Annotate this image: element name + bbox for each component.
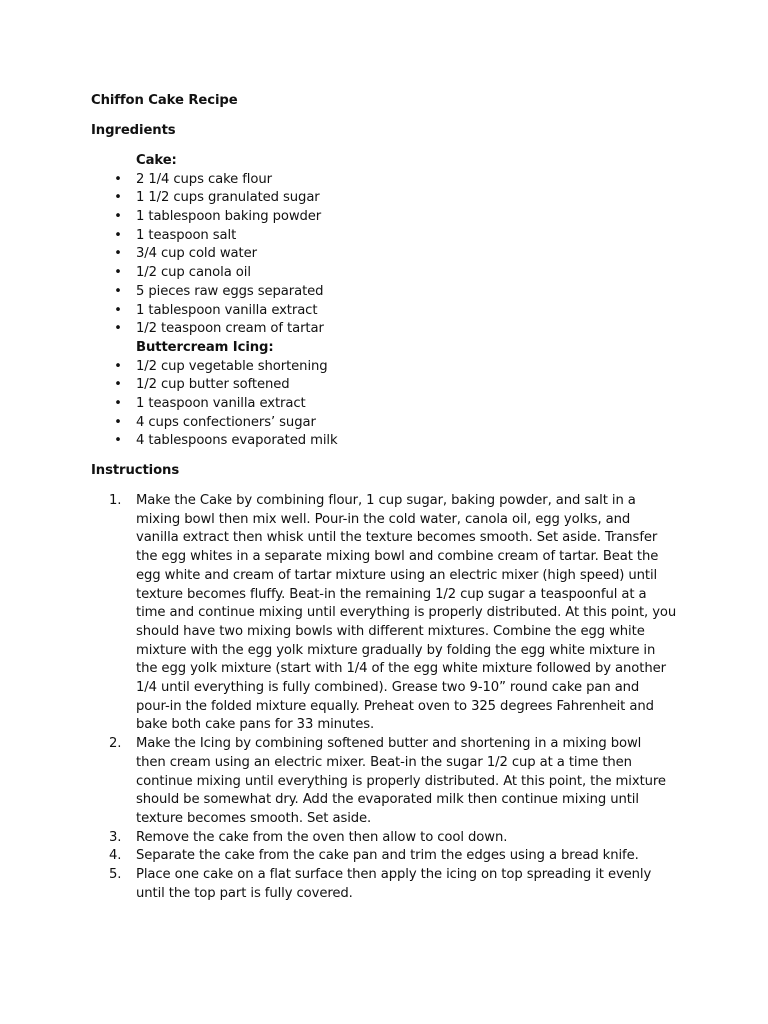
step-text-line: pour-in the folded mixture equally. Preheat oven to 325 degrees Fahrenheit and [136, 698, 654, 714]
step-number: 3. [109, 829, 122, 845]
document-body [91, 92, 691, 903]
cake-ingredient-list [91, 171, 691, 339]
cake-ingredient-item [91, 320, 691, 339]
cake-ingredient-item [91, 283, 691, 302]
instruction-step [91, 847, 691, 866]
step-text-line: continue mixing until everything is properly distributed. At this point, the mixture [136, 773, 666, 789]
icing-ingredient-item [91, 358, 691, 377]
step-number: 2. [109, 736, 122, 752]
icing-ingredient-item [91, 432, 691, 451]
step-text-line: Make the Cake by combining flour, 1 cup sugar, baking powder, and salt in a [136, 493, 636, 508]
cake-ingredient-item [91, 245, 691, 264]
step-text-line: vanilla extract then whisk until the texture becomes smooth. Set aside. Transfer [136, 530, 658, 546]
bullet-icon: • [114, 190, 122, 206]
step-text-line: mixture with the egg yolk mixture gradually by folding the egg white mixture in [136, 642, 656, 658]
bullet-icon: • [114, 433, 122, 449]
step-text-line: Separate the cake from the cake pan and trim the edges using a bread knife. [136, 848, 639, 864]
icing-ingredient-item [91, 414, 691, 433]
instruction-step [91, 735, 691, 829]
icing-ingredient-item-text: 1/2 cup vegetable shortening [136, 358, 328, 374]
bullet-icon: • [114, 395, 122, 411]
document-title: Chiffon Cake Recipe [91, 93, 238, 108]
bullet-icon: • [114, 283, 122, 299]
cake-ingredient-item [91, 189, 691, 208]
step-text-line: should be somewhat dry. Add the evaporated milk then continue mixing until [136, 792, 639, 808]
bullet-icon: • [114, 209, 122, 225]
icing-ingredient-item-text: 4 tablespoons evaporated milk [136, 433, 338, 449]
cake-ingredient-item-text: 1/2 teaspoon cream of tartar [136, 321, 324, 337]
ingredients-section [91, 152, 691, 451]
step-text-line: mixing bowl then mix well. Pour-in the cold water, canola oil, egg yolks, and [136, 511, 631, 527]
bullet-icon: • [114, 171, 122, 187]
step-text-line: should have two mixing bowls with different mixtures. Combine the egg white [136, 623, 645, 639]
cake-ingredient-item-text: 3/4 cup cold water [136, 246, 257, 262]
step-text-line: time and continue mixing until everything is properly distributed. At this point, you [136, 605, 677, 621]
bullet-icon: • [114, 358, 122, 374]
step-text-line: the egg whites in a separate mixing bowl and combine cream of tartar. Beat the [136, 549, 659, 565]
step-text-line: Place one cake on a flat surface then apply the icing on top spreading it evenly [136, 867, 652, 883]
cake-ingredient-item-text: 1 tablespoon baking powder [136, 209, 322, 225]
bullet-icon: • [114, 246, 122, 262]
bullet-icon: • [114, 321, 122, 337]
instructions-heading: Instructions [91, 463, 180, 478]
cake-ingredient-item-text: 5 pieces raw eggs separated [136, 283, 324, 299]
bullet-icon: • [114, 265, 122, 281]
step-text-line: then cream using an electric mixer. Beat-in the sugar 1/2 cup at a time then [136, 754, 632, 770]
cake-ingredient-item-text: 1 tablespoon vanilla extract [136, 302, 318, 318]
step-text-line: Make the Icing by combining softened butter and shortening in a mixing bowl [136, 736, 642, 752]
bullet-icon: • [114, 227, 122, 243]
bullet-icon: • [114, 302, 122, 318]
icing-ingredient-list [91, 358, 691, 451]
step-number: 4. [109, 848, 122, 864]
instruction-steps-list [91, 492, 691, 903]
cake-ingredient-item-text: 1 1/2 cups granulated sugar [136, 190, 320, 206]
icing-ingredient-item-text: 4 cups confectioners’ sugar [136, 414, 316, 430]
ingredients-heading: Ingredients [91, 123, 176, 138]
cake-ingredient-item [91, 227, 691, 246]
step-text-line: bake both cake pans for 33 minutes. [136, 717, 375, 733]
cake-subheading: Cake: [136, 153, 177, 168]
instruction-step [91, 829, 691, 848]
icing-ingredient-item-text: 1 teaspoon vanilla extract [136, 395, 306, 411]
icing-ingredient-item [91, 376, 691, 395]
step-text-line: texture becomes smooth. Set aside. [136, 810, 372, 826]
cake-ingredient-item [91, 171, 691, 190]
step-number: 1. [109, 493, 122, 508]
step-text-line: egg white and cream of tartar mixture using an electric mixer (high speed) until [136, 567, 658, 583]
step-number: 5. [109, 867, 122, 883]
instruction-step [91, 492, 691, 735]
icing-subheading: Buttercream Icing: [136, 339, 274, 355]
cake-ingredient-item-text: 1/2 cup canola oil [136, 265, 251, 281]
cake-ingredient-item [91, 208, 691, 227]
step-text-line: until the top part is fully covered. [136, 885, 353, 901]
instruction-step [91, 866, 691, 903]
cake-ingredient-item-text: 1 teaspoon salt [136, 227, 237, 243]
bullet-icon: • [114, 377, 122, 393]
bullet-icon: • [114, 414, 122, 430]
step-text-line: 1/4 until everything is fully combined). Grease two 9-10” round cake pan and [136, 680, 640, 696]
icing-ingredient-item [91, 395, 691, 414]
step-text-line: the egg yolk mixture (start with 1/4 of the egg white mixture followed by another [136, 661, 666, 677]
icing-ingredient-item-text: 1/2 cup butter softened [136, 377, 290, 393]
cake-ingredient-item-text: 2 1/4 cups cake flour [136, 171, 272, 187]
step-text-line: Remove the cake from the oven then allow to cool down. [136, 829, 508, 845]
step-text-line: texture becomes fluffy. Beat-in the remaining 1/2 cup sugar a teaspoonful at a [136, 586, 647, 602]
cake-ingredient-item [91, 264, 691, 283]
cake-ingredient-item [91, 302, 691, 321]
